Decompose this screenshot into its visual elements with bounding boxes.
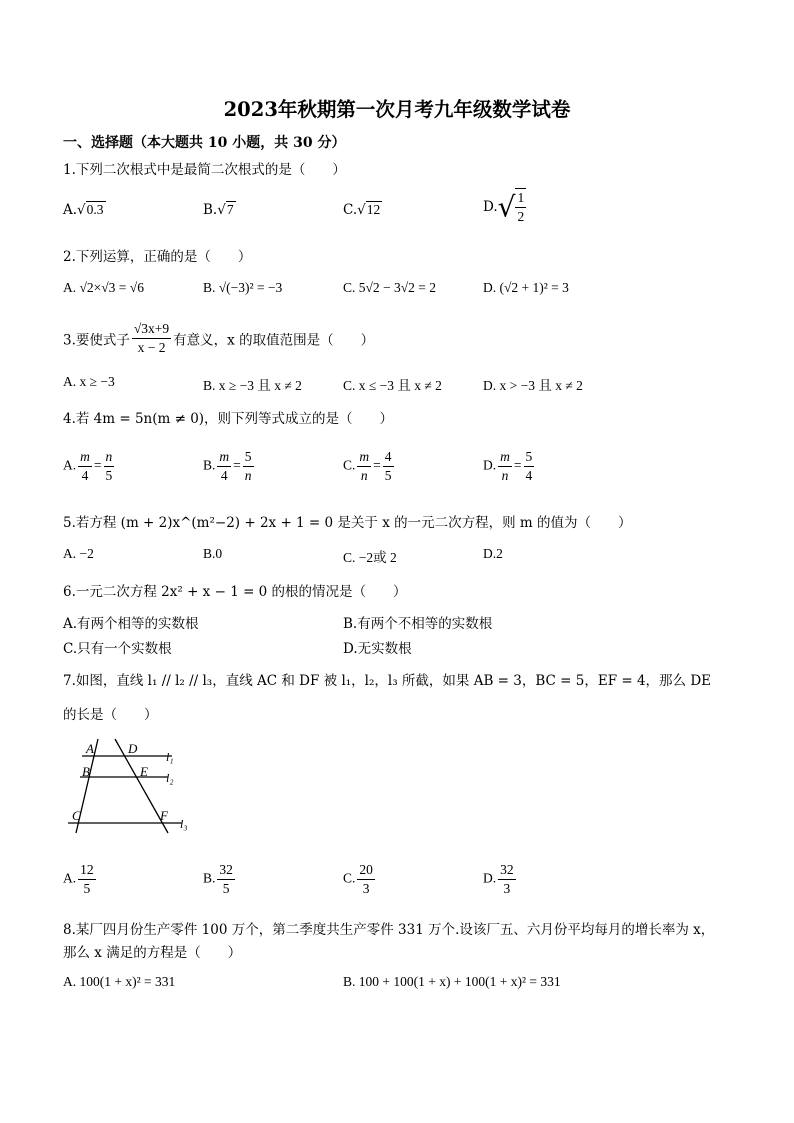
- q5-option-d: D.2: [483, 546, 503, 561]
- section-heading: 一、选择题（本大题共 10 小题，共 30 分）: [63, 135, 346, 151]
- q6-option-b: B.有两个不相等的实数根: [343, 616, 493, 632]
- q7-option-c: C. $\frac{20}{3}$: [343, 862, 373, 896]
- question-2-stem: 2.下列运算，正确的是（ ）: [63, 249, 252, 265]
- q8-option-b: B. 100 + 100(1 + x) + 100(1 + x)² = 331: [343, 974, 561, 989]
- label-c: C: [72, 808, 81, 823]
- q1-option-b: B.√7: [203, 202, 234, 218]
- label-a: A: [86, 741, 94, 756]
- q2-option-d: D. (√2 + 1)² = 3: [483, 280, 569, 295]
- q4-option-d: D. $\frac{m}{n}$ = $\frac{5}{4}$: [483, 449, 533, 483]
- q1-option-c: C.√12: [343, 202, 381, 218]
- q4-option-b: B. $\frac{m}{4}$ = $\frac{5}{n}$: [203, 449, 252, 483]
- question-5-stem: 5.若方程 (m + 2)x^(m²−2) + 2x + 1 = 0 是关于 x 的一元二次方程，则 m 的值为（ ）: [63, 515, 632, 531]
- q3-option-b: B. x ≥ −3 且 x ≠ 2: [203, 378, 302, 393]
- question-8-stem-line-1: 8.某厂四月份生产零件 100 万个，第二季度共生产零件 331 万个.设该厂五、六月份平均每月的增长率为 x，: [63, 922, 715, 938]
- q1-option-d: D.√ $\frac{1}{2}$: [483, 190, 525, 224]
- q2-option-c: C. 5√2 − 3√2 = 2: [343, 280, 437, 295]
- q5-option-b: B.0: [203, 546, 223, 561]
- q8-option-a: A. 100(1 + x)² = 331: [63, 974, 176, 989]
- question-7-stem-line-1: 7.如图，直线 l₁ // l₂ // l₃，直线 AC 和 DF 被 l₁，l₂，l₃ 所截，如果 AB = 3，BC = 5，EF = 4，那么 DE: [63, 673, 712, 689]
- q3-option-c: C. x ≤ −3 且 x ≠ 2: [343, 378, 442, 393]
- question-1-stem: 1.下列二次根式中是最简二次根式的是（ ）: [63, 162, 346, 178]
- q6-option-d: D.无实数根: [343, 641, 412, 657]
- q7-option-a: A. $\frac{12}{5}$: [63, 862, 94, 896]
- label-f: F: [160, 808, 168, 823]
- label-e: E: [140, 764, 148, 779]
- q5-option-a: A. −2: [63, 546, 94, 561]
- q1-option-a: A.√0.3: [63, 202, 104, 218]
- question-7-stem-line-2: 的长是（ ）: [63, 707, 158, 723]
- question-3-stem: 3.要使式子 $\frac{√3x+9}{x - 2}$ 有意义，x 的取值范围是（ ）: [63, 321, 375, 355]
- q6-option-a: A.有两个相等的实数根: [63, 616, 199, 632]
- q5-option-c: C. −2或 2: [343, 550, 397, 565]
- question-4-stem: 4.若 4m = 5n(m ≠ 0)，则下列等式成立的是（ ）: [63, 411, 394, 427]
- q7-option-d: D. $\frac{32}{3}$: [483, 862, 514, 896]
- q4-option-c: C. $\frac{m}{n}$ = $\frac{4}{5}$: [343, 449, 392, 483]
- q2-option-a: A. √2×√3 = √6: [63, 280, 144, 295]
- q3-option-d: D. x > −3 且 x ≠ 2: [483, 378, 583, 393]
- q4-option-a: A. $\frac{m}{4}$ = $\frac{n}{5}$: [63, 449, 113, 483]
- question-6-stem: 6.一元二次方程 2x² + x − 1 = 0 的根的情况是（ ）: [63, 584, 407, 600]
- label-l1: l₁: [166, 750, 174, 764]
- q6-option-c: C.只有一个实数根: [63, 641, 172, 657]
- parallel-lines-figure: [62, 735, 202, 840]
- label-l3: l₃: [180, 817, 188, 831]
- q3-option-a: A. x ≥ −3: [63, 374, 115, 389]
- page-title: 2023年秋期第一次月考九年级数学试卷: [223, 98, 571, 121]
- question-8-stem-line-2: 那么 x 满足的方程是（ ）: [63, 945, 242, 961]
- q2-option-b: B. √(−3)² = −3: [203, 280, 283, 295]
- q7-option-b: B. $\frac{32}{5}$: [203, 862, 233, 896]
- label-d: D: [128, 741, 138, 756]
- label-l2: l₂: [166, 771, 174, 785]
- label-b: B: [82, 764, 90, 779]
